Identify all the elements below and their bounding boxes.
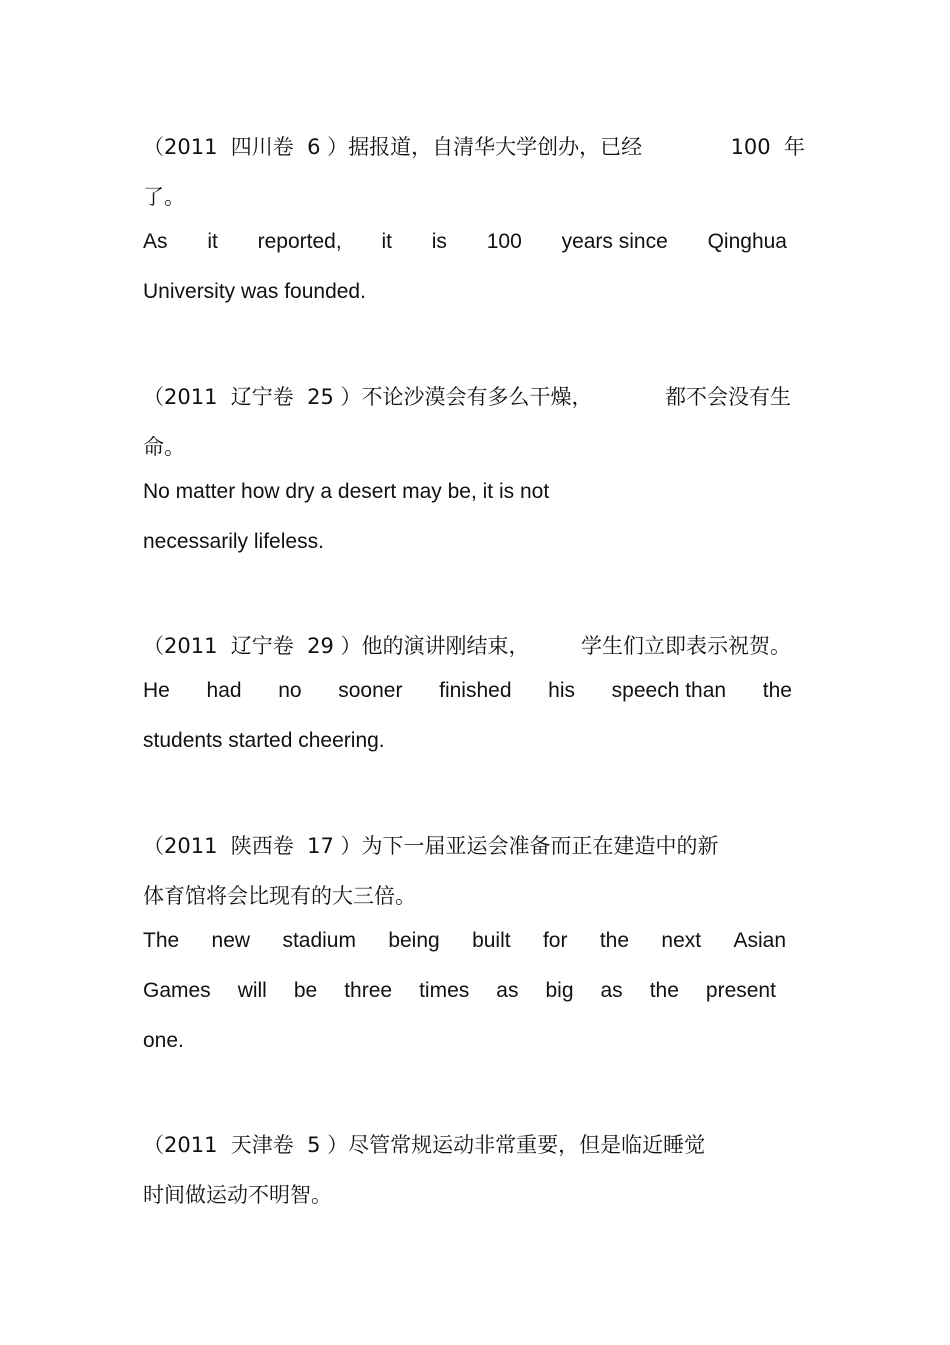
word: Games bbox=[143, 979, 211, 1002]
word: it bbox=[207, 230, 218, 253]
entry-4-chinese-line-2: 体育馆将会比现有的大三倍。 bbox=[143, 884, 416, 908]
word: built bbox=[472, 929, 511, 952]
word: had bbox=[206, 679, 242, 702]
entry-2-chinese-line-2: 命。 bbox=[143, 435, 185, 459]
word: present bbox=[705, 979, 776, 1002]
word: He bbox=[143, 679, 170, 702]
word: as bbox=[496, 979, 519, 1002]
word: years since bbox=[561, 230, 668, 253]
word: being bbox=[388, 929, 440, 952]
word: the bbox=[762, 679, 792, 702]
word: Qinghua bbox=[707, 230, 787, 253]
entry-4-chinese-line-1: （2011 陕西卷 17 ）为下一届亚运会准备而正在建造中的新 bbox=[143, 834, 719, 858]
entry-3-chinese-line-1 bbox=[143, 632, 791, 660]
word: stadium bbox=[282, 929, 356, 952]
word: new bbox=[211, 929, 251, 952]
word: times bbox=[419, 979, 470, 1002]
word: it bbox=[381, 230, 392, 253]
entry-3-english-line-2: students started cheering. bbox=[143, 729, 385, 752]
entry-1-chinese-line-1 bbox=[143, 133, 805, 161]
word: is bbox=[431, 230, 447, 253]
entry-4-english-line-1 bbox=[143, 927, 786, 955]
word: for bbox=[542, 929, 568, 952]
entry-5-chinese-line-2: 时间做运动不明智。 bbox=[143, 1183, 332, 1207]
word: speech than bbox=[611, 679, 727, 702]
word: his bbox=[548, 679, 576, 702]
entry-4-english-line-2 bbox=[143, 977, 776, 1005]
entry-5-chinese-line-1: （2011 天津卷 5 ）尽管常规运动非常重要，但是临近睡觉 bbox=[143, 1133, 706, 1157]
word: will bbox=[237, 979, 267, 1002]
word: Asian bbox=[733, 929, 786, 952]
entry-2-chinese-line-1 bbox=[143, 383, 791, 411]
word: three bbox=[344, 979, 393, 1002]
entry-3-english-line-1 bbox=[143, 677, 792, 705]
entry-3-zh-part-a: （2011 辽宁卷 29 ）他的演讲刚结束， bbox=[143, 634, 530, 658]
entry-4-english-line-3: one. bbox=[143, 1029, 184, 1052]
word: as bbox=[600, 979, 623, 1002]
entry-1-english-line-1 bbox=[143, 228, 787, 256]
word: reported, bbox=[257, 230, 342, 253]
entry-2-english-line-2: necessarily lifeless. bbox=[143, 530, 324, 553]
word: 100 bbox=[486, 230, 522, 253]
entry-1-zh-part-b: 100 年 bbox=[730, 135, 805, 159]
entry-2-zh-part-a: （2011 辽宁卷 25 ）不论沙漠会有多么干燥， bbox=[143, 385, 593, 409]
entry-1-zh-part-a: （2011 四川卷 6 ）据报道，自清华大学创办，已经 bbox=[143, 135, 643, 159]
word: next bbox=[661, 929, 702, 952]
word: be bbox=[293, 979, 318, 1002]
word: As bbox=[143, 230, 168, 253]
word: the bbox=[649, 979, 679, 1002]
entry-1-chinese-line-2: 了。 bbox=[143, 185, 185, 209]
entry-3-zh-part-b: 学生们立即表示祝贺。 bbox=[581, 634, 791, 658]
entry-2-zh-part-b: 都不会没有生 bbox=[665, 385, 791, 409]
word: the bbox=[599, 929, 630, 952]
word: sooner bbox=[338, 679, 403, 702]
word: no bbox=[278, 679, 302, 702]
word: The bbox=[143, 929, 180, 952]
word: finished bbox=[439, 679, 512, 702]
entry-2-english-line-1: No matter how dry a desert may be, it is not bbox=[143, 480, 550, 503]
word: big bbox=[545, 979, 574, 1002]
entry-1-english-line-2: University was founded. bbox=[143, 280, 366, 303]
